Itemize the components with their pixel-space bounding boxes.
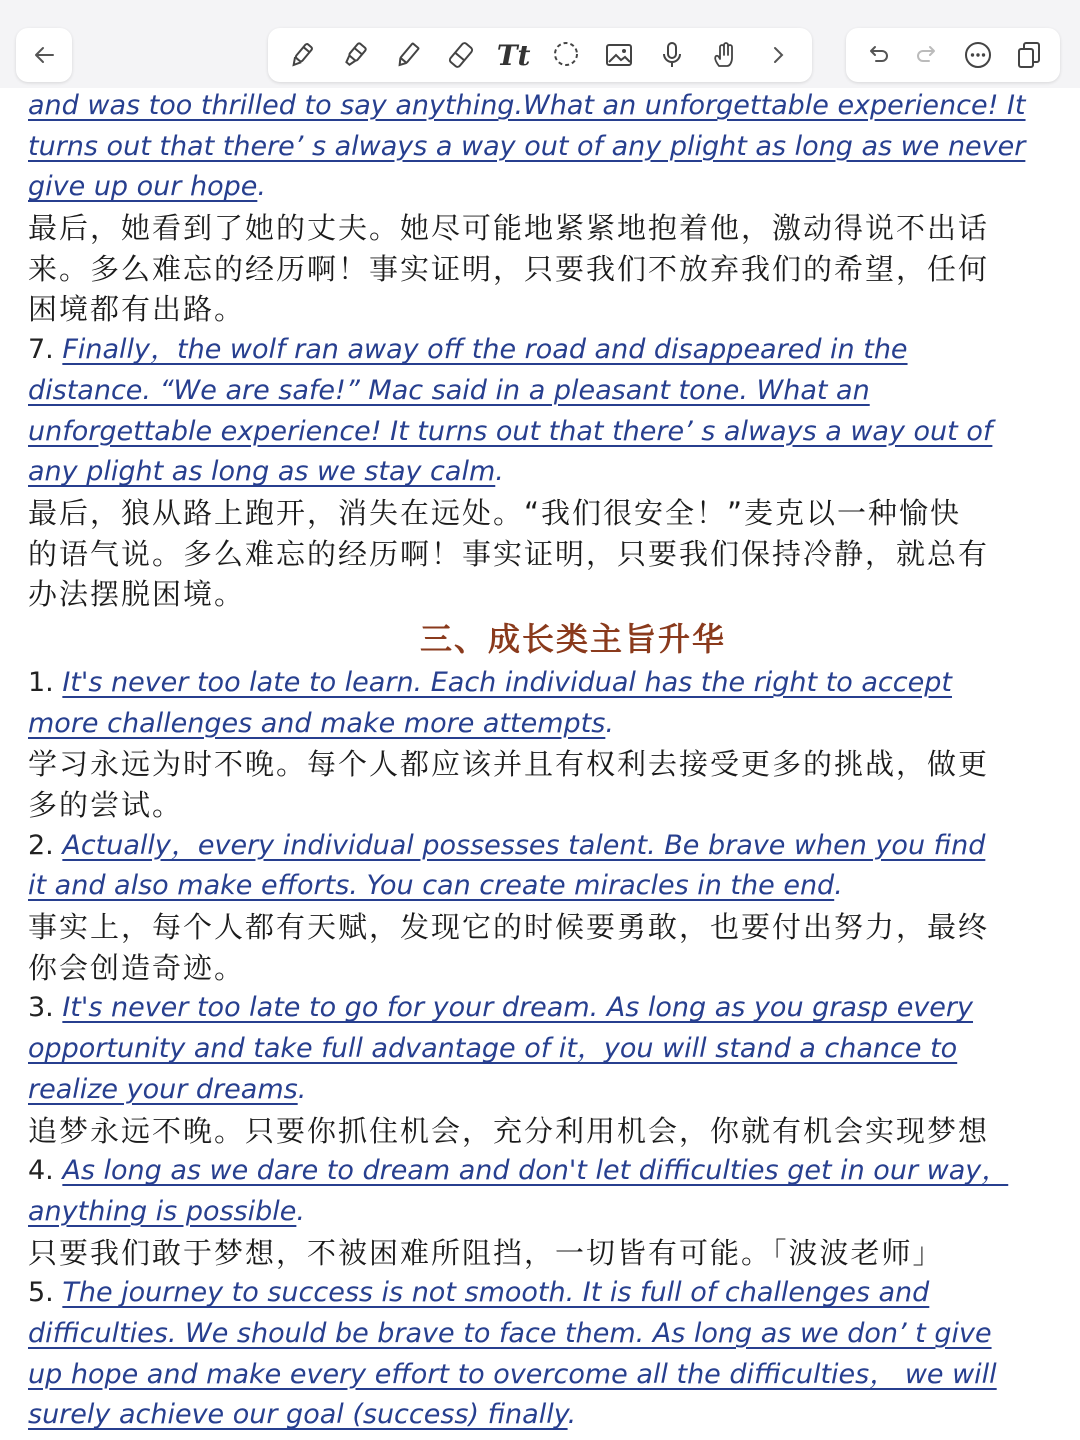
- microphone-icon[interactable]: [652, 35, 692, 75]
- eraser-icon[interactable]: [441, 35, 481, 75]
- underlined-text: any plight as long as we stay calm: [28, 456, 496, 488]
- underlined-text: up hope and make every effort to overcome all the difficulties， we will: [28, 1358, 997, 1390]
- chinese-translation-line: 困境都有出路。: [28, 292, 246, 327]
- english-sentence-line: [28, 1273, 1058, 1314]
- chinese-translation-line: 来。多么难忘的经历啊！事实证明，只要我们不放弃我们的希望，任何: [28, 251, 990, 286]
- image-icon[interactable]: [599, 35, 639, 75]
- english-sentence-line: [28, 1395, 1058, 1436]
- english-sentence-line: [28, 1192, 1058, 1233]
- sentence-end: .: [297, 1073, 307, 1105]
- underlined-text: The journey to success is not smooth. It is full of challenges and: [62, 1277, 930, 1309]
- underlined-text: It's never too late to learn. Each individual has the right to accept: [62, 666, 952, 698]
- chinese-translation-line: 的语气说。多么难忘的经历啊！事实证明，只要我们保持冷静，就总有: [28, 536, 990, 571]
- pen-icon[interactable]: [282, 35, 322, 75]
- underlined-text: more challenges and make more attempts: [28, 707, 606, 739]
- chinese-translation-line: 办法摆脱困境。: [28, 577, 246, 612]
- top-toolbar: [0, 0, 1080, 88]
- underlined-text: realize your dreams: [28, 1073, 298, 1105]
- underlined-text: Actually，every individual possesses talent. Be brave when you find: [62, 829, 986, 861]
- underlined-text: It's never too late to go for your dream. As long as you grasp every: [62, 992, 974, 1024]
- english-sentence-line: [28, 866, 1058, 907]
- english-sentence-line: [28, 1029, 1058, 1070]
- chinese-translation-line: 只要我们敢于梦想，不被困难所阻挡，一切皆有可能。「波波老师」: [28, 1235, 944, 1270]
- underlined-text: turns out that there’ s always a way out of any plight as long as we never: [28, 130, 1026, 162]
- sentence-end: .: [296, 1195, 305, 1227]
- english-sentence-line: [28, 86, 1058, 127]
- hand-icon[interactable]: [705, 35, 745, 75]
- undo-icon[interactable]: [857, 35, 897, 75]
- underlined-text: difficulties. We should be brave to face them. As long as we don’ t give: [28, 1317, 992, 1349]
- underlined-text: unforgettable experience! It turns out that there’ s always a way out of: [28, 415, 993, 447]
- chevron-right-icon[interactable]: [758, 35, 798, 75]
- english-sentence-line: [28, 988, 1058, 1029]
- underlined-text: give up our hope: [28, 171, 258, 203]
- english-sentence-line: [28, 371, 1058, 412]
- lasso-icon[interactable]: [546, 35, 586, 75]
- sentence-end: .: [567, 1399, 577, 1431]
- note-page: [28, 86, 1058, 1436]
- chinese-translation-line: 多的尝试。: [28, 788, 184, 822]
- pages-icon[interactable]: [1009, 35, 1049, 75]
- english-sentence-line: [28, 704, 1058, 745]
- underlined-text: distance. “We are safe!” Mac said in a pleasant tone. What an: [28, 374, 870, 406]
- back-group: [16, 28, 72, 82]
- underlined-text: surely achieve our goal (success) finally: [28, 1399, 568, 1431]
- item-number: 3.: [28, 992, 63, 1024]
- chinese-translation-line: 你会创造奇迹。: [28, 950, 246, 985]
- chinese-translation-line: 学习永远为时不晚。每个人都应该并且有权利去接受更多的挑战，做更: [28, 747, 990, 782]
- english-sentence-line: [28, 127, 1058, 168]
- underlined-text: it and also make efforts. You can create miracles in the end: [28, 870, 835, 902]
- english-sentence-line: [28, 452, 1058, 493]
- arrow-left-icon[interactable]: [24, 35, 64, 75]
- english-sentence-line: [28, 330, 1058, 371]
- item-number: 4.: [28, 1155, 63, 1187]
- item-number: 2.: [28, 829, 63, 861]
- sentence-end: .: [605, 707, 614, 739]
- english-sentence-line: [28, 1151, 1058, 1192]
- item-number: 7.: [28, 334, 63, 366]
- english-sentence-line: [28, 826, 1058, 867]
- english-sentence-line: [28, 167, 1058, 208]
- text-tool-label: Tt: [496, 38, 531, 72]
- chinese-translation-line: 追梦永远不晚。只要你抓住机会，充分利用机会，你就有机会实现梦想: [28, 1113, 990, 1148]
- underlined-text: anything is possible: [28, 1195, 297, 1227]
- chinese-translation-line: 最后，狼从路上跑开，消失在远处。“我们很安全！”麦克以一种愉快: [28, 495, 962, 530]
- english-sentence-line: [28, 663, 1058, 704]
- chinese-translation-line: 事实上，每个人都有天赋，发现它的时候要勇敢，也要付出努力，最终: [28, 910, 990, 945]
- highlighter-icon[interactable]: [335, 35, 375, 75]
- tools-group: [268, 28, 812, 82]
- english-sentence-line: [28, 1314, 1058, 1355]
- sentence-end: .: [495, 456, 504, 488]
- item-number: 5.: [28, 1277, 63, 1309]
- item-number: 1.: [28, 666, 63, 698]
- underlined-text: and was too thrilled to say anything.What an unforgettable experience! It: [28, 90, 1026, 121]
- english-sentence-line: [28, 1355, 1058, 1396]
- text-tool[interactable]: [494, 35, 534, 75]
- english-sentence-line: [28, 1070, 1058, 1111]
- underlined-text: opportunity and take full advantage of it，you will stand a chance to: [28, 1033, 958, 1065]
- underlined-text: As long as we dare to dream and don't let difficulties get in our way，: [62, 1155, 1009, 1187]
- chinese-translation-line: 最后，她看到了她的丈夫。她尽可能地紧紧地抱着他，激动得说不出话: [28, 211, 990, 246]
- section-heading: 三、成长类主旨升华: [419, 619, 726, 658]
- sentence-end: .: [834, 870, 843, 902]
- more-icon[interactable]: [958, 35, 998, 75]
- redo-icon[interactable]: [908, 35, 948, 75]
- history-group: [846, 28, 1060, 82]
- sentence-end: .: [257, 171, 266, 203]
- pencil-icon[interactable]: [388, 35, 428, 75]
- underlined-text: Finally，the wolf ran away off the road and disappeared in the: [62, 334, 908, 366]
- english-sentence-line: [28, 412, 1058, 453]
